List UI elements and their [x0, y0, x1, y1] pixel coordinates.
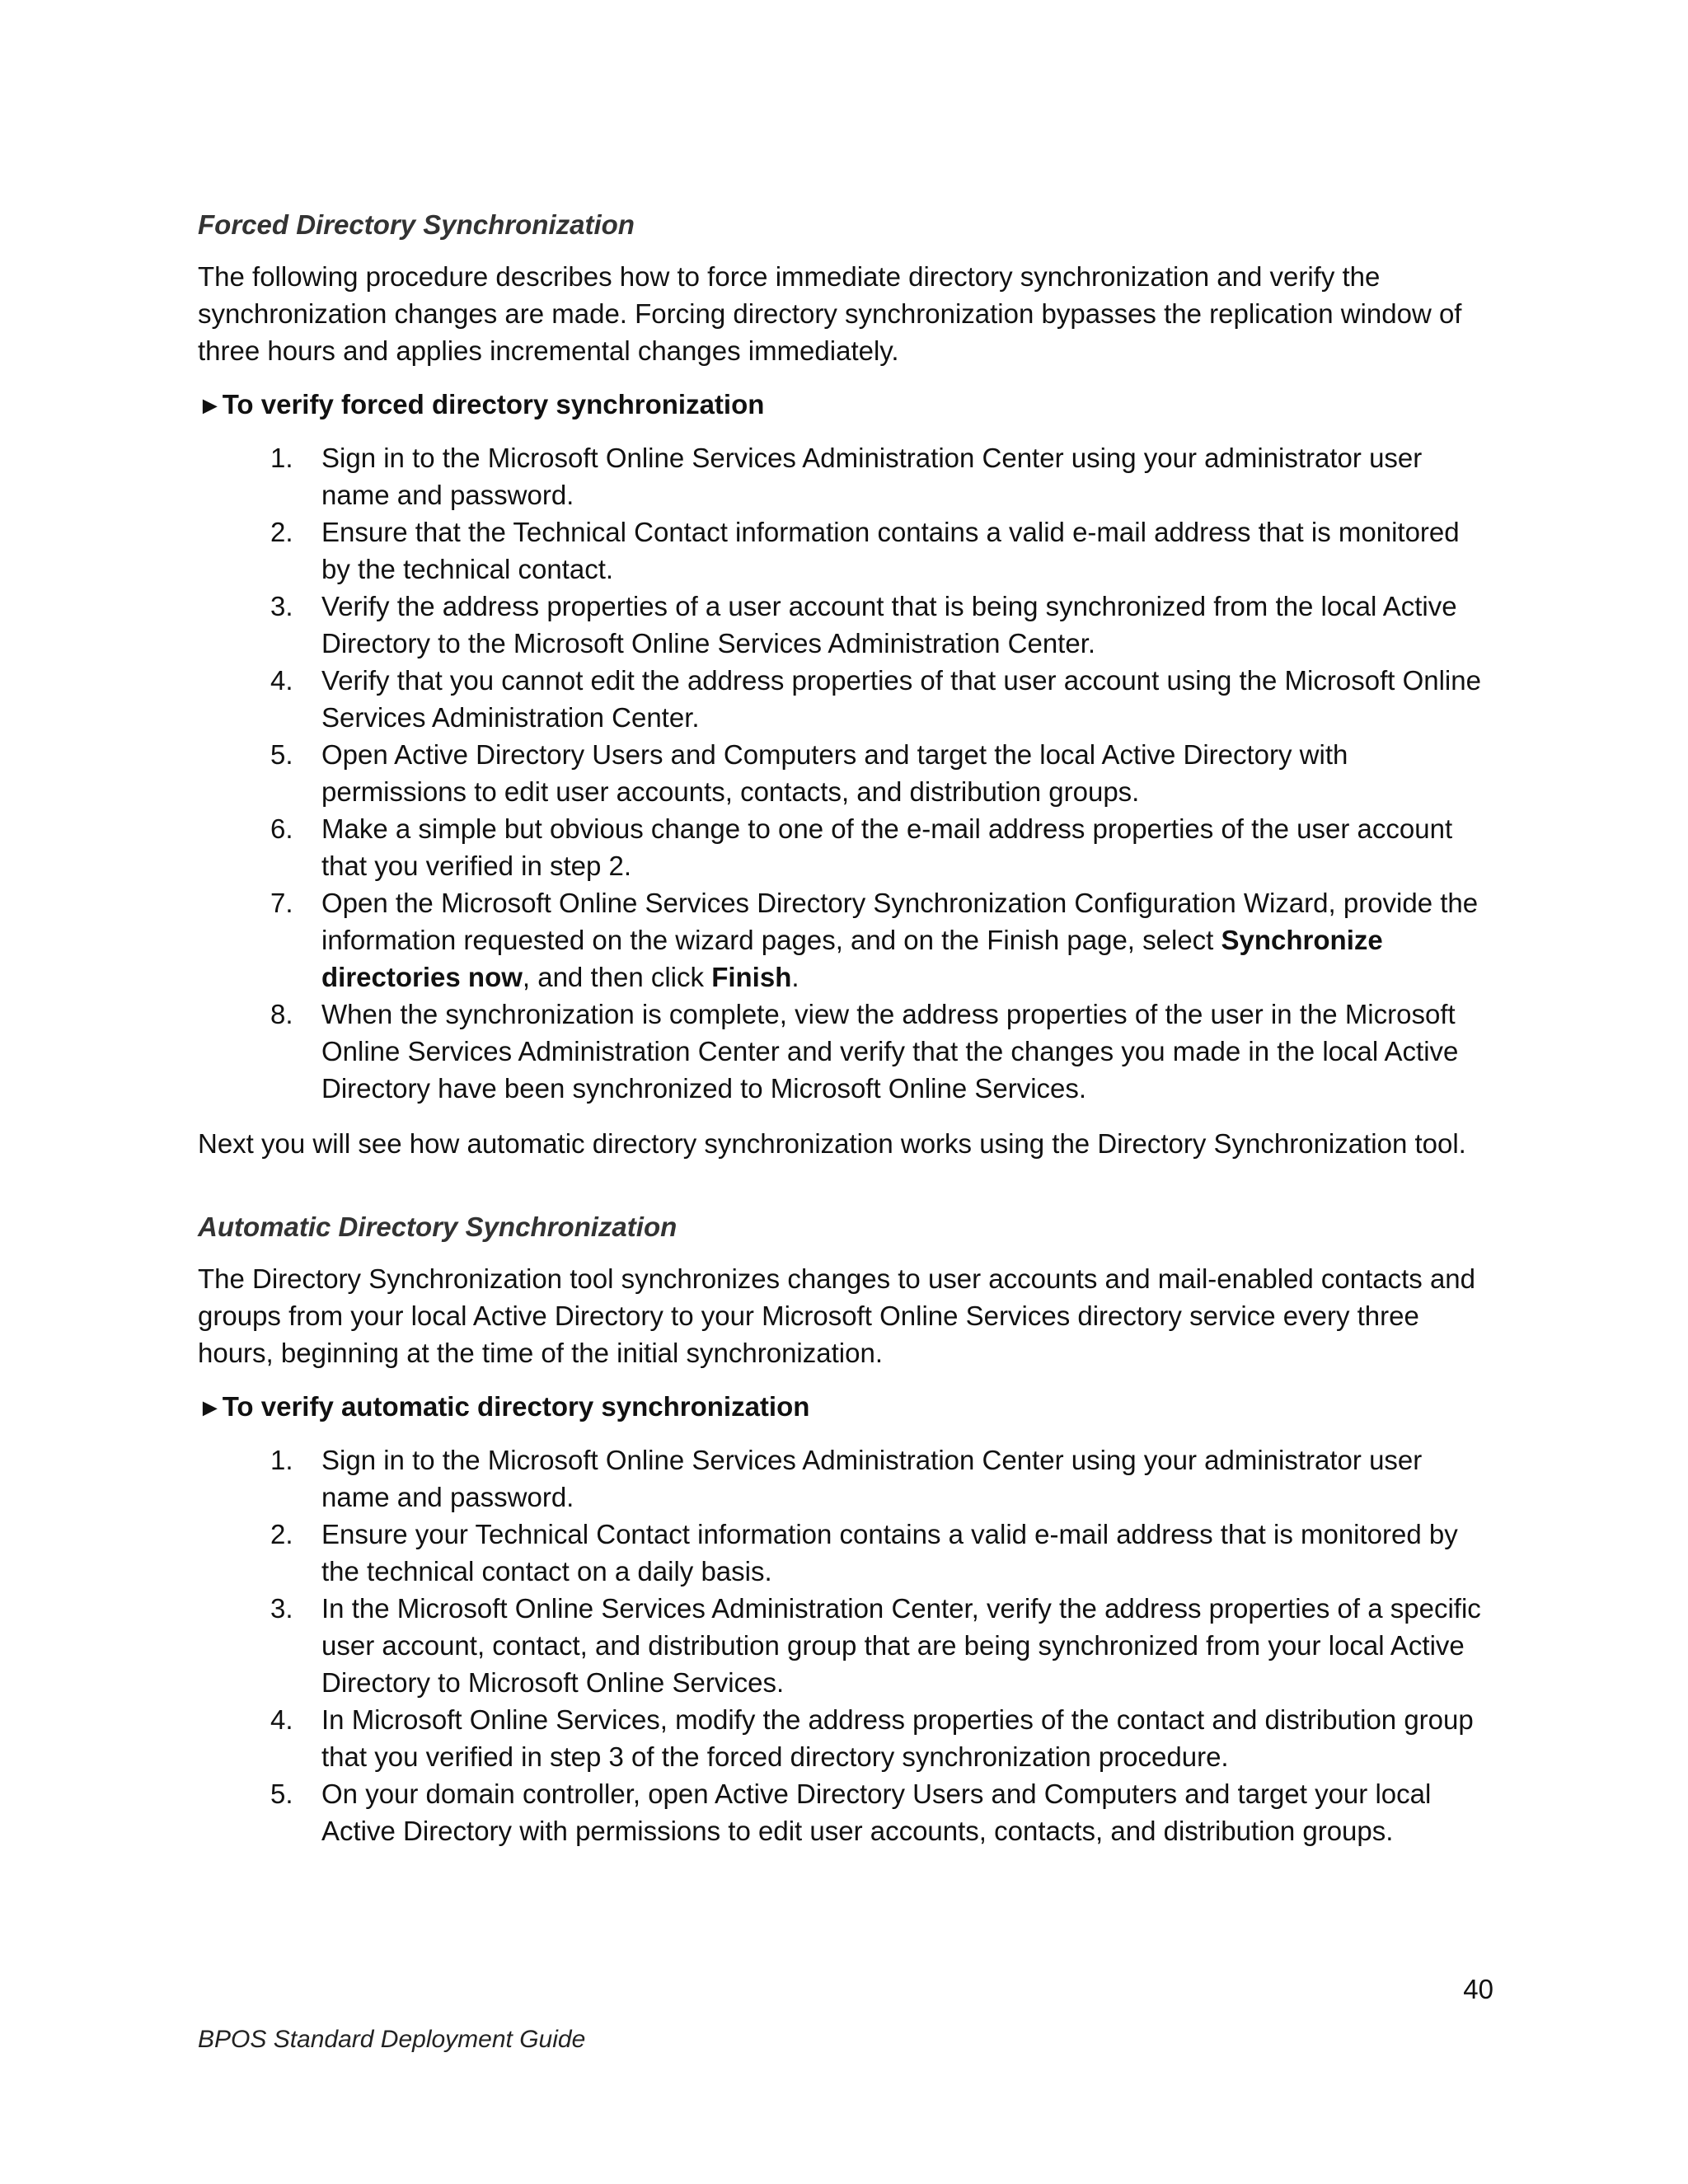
footer-document-title: BPOS Standard Deployment Guide: [198, 2026, 586, 2053]
page-number: 40: [1463, 1974, 1493, 2004]
list-item: [198, 588, 1492, 662]
step-number: 6.: [270, 813, 293, 844]
list-item: [198, 884, 1492, 996]
procedure-title: To verify forced directory synchronization: [222, 389, 765, 419]
list-item: [198, 1590, 1492, 1701]
step-number: 5.: [270, 1779, 293, 1809]
step-number: 3.: [270, 1593, 293, 1624]
step-number: 1.: [270, 1445, 293, 1475]
step-text: Verify that you cannot edit the address properties of that user account using the Microsoft Online Services Administration Center.: [321, 665, 1481, 733]
step-bold-option: Synchronize directories now: [321, 925, 1383, 992]
step-text-a: Open the Microsoft Online Services Directory Synchronization Configuration Wizard, provide the information requested on the wizard pages, and on the Finish page, select: [321, 888, 1479, 955]
step-text-c: .: [791, 962, 799, 992]
step-number: 2.: [270, 1519, 293, 1549]
step-text: Ensure that the Technical Contact information contains a valid e-mail address that is monitored by the technical contact.: [321, 517, 1460, 584]
list-item: [198, 810, 1492, 884]
section-title-automatic: Automatic Directory Synchronization: [198, 1212, 678, 1242]
list-item: [198, 513, 1492, 588]
step-number: 1.: [270, 443, 293, 473]
list-item: [198, 1516, 1492, 1590]
step-bold-finish: Finish: [711, 962, 792, 992]
procedure-heading-automatic: [198, 1388, 1492, 1427]
section-intro-automatic: The Directory Synchronization tool synchronizes changes to user accounts and mail-enabled contacts and groups from your local Active Directory to your Microsoft Online Services directory service every three hours, beginning at the time of the initial synchronization.: [198, 1263, 1476, 1368]
step-number: 3.: [270, 591, 293, 621]
step-number: 4.: [270, 1704, 293, 1735]
step-text-b: , and then click: [522, 962, 712, 992]
list-item: [198, 1441, 1492, 1516]
list-item: [198, 662, 1492, 736]
section-title-forced: Forced Directory Synchronization: [198, 209, 635, 240]
step-text: On your domain controller, open Active Directory Users and Computers and target your local Active Directory with permissions to edit user accounts, contacts, and distribution groups.: [321, 1779, 1432, 1846]
step-text: Sign in to the Microsoft Online Services Administration Center using your administrator user name and password.: [321, 1445, 1423, 1512]
triangle-right-icon: ►: [198, 1394, 223, 1422]
step-number: 2.: [270, 517, 293, 547]
step-text: In Microsoft Online Services, modify the address properties of the contact and distribution group that you verified in step 3 of the forced directory synchronization procedure.: [321, 1704, 1474, 1772]
procedure-title: To verify automatic directory synchronization: [222, 1391, 810, 1422]
step-list-automatic: [198, 1441, 1492, 1849]
step-text: When the synchronization is complete, view the address properties of the user in the Microsoft Online Services Administration Center and verify that the changes you made in the local Active Directory have been synchronized to Microsoft Online Services.: [321, 999, 1459, 1104]
step-number: 7.: [270, 888, 293, 918]
list-item: [198, 736, 1492, 810]
step-text: Ensure your Technical Contact information contains a valid e-mail address that is monitored by the technical contact on a daily basis.: [321, 1519, 1458, 1586]
step-text: In the Microsoft Online Services Administration Center, verify the address properties of a specific user account, contact, and distribution group that are being synchronized from your local Active Directory to Microsoft Online Services.: [321, 1593, 1481, 1698]
triangle-right-icon: ►: [198, 392, 223, 419]
step-number: 8.: [270, 999, 293, 1029]
list-item: [198, 439, 1492, 513]
list-item: [198, 1701, 1492, 1775]
step-text: Make a simple but obvious change to one of the e-mail address properties of the user account that you verified in step 2.: [321, 813, 1453, 881]
step-number: 5.: [270, 739, 293, 770]
step-list-forced: [198, 439, 1492, 1107]
step-text: Verify the address properties of a user account that is being synchronized from the local Active Directory to the Microsoft Online Services Administration Center.: [321, 591, 1457, 658]
step-number: 4.: [270, 665, 293, 696]
section-spacer: [198, 1179, 1492, 1208]
list-item: [198, 1775, 1492, 1849]
step-text: Sign in to the Microsoft Online Services Administration Center using your administrator user name and password.: [321, 443, 1423, 510]
step-text: Open Active Directory Users and Computers and target the local Active Directory with permissions to edit user accounts, contacts, and distribution groups.: [321, 739, 1348, 807]
list-item: [198, 996, 1492, 1107]
section-intro-forced: The following procedure describes how to force immediate directory synchronization and verify the synchronization changes are made. Forcing directory synchronization bypasses the replication window of three hours and applies incremental changes immediately.: [198, 261, 1462, 366]
procedure-heading-forced: [198, 386, 1492, 424]
section-outro-forced: Next you will see how automatic directory synchronization works using the Directory Synchronization tool.: [198, 1128, 1466, 1159]
document-body: [198, 206, 1492, 1868]
